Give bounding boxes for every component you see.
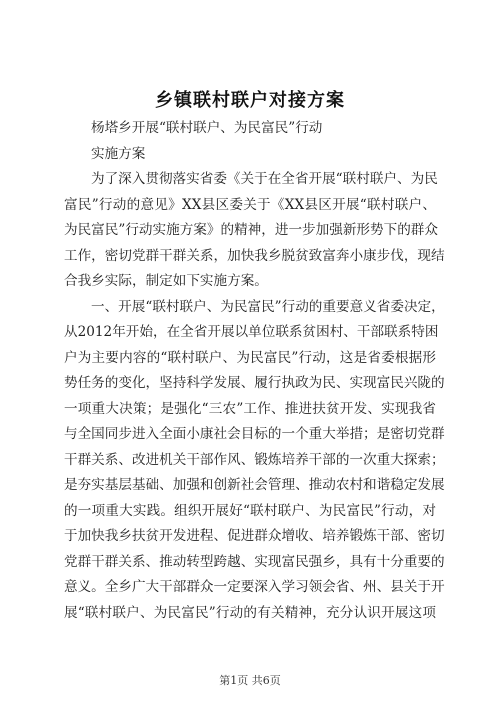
paragraph-line: 意义。全乡广大干部群众一定要深入学习领会省、州、县关于开 <box>64 579 445 595</box>
paragraph-line: 于加快我乡扶贫开发进程、促进群众增收、培养锻炼干部、密切 <box>64 528 445 544</box>
page-footer: 第1页 共6页 <box>219 674 281 687</box>
document-title: 乡镇联村联户对接方案 <box>155 90 345 111</box>
paragraph-line: 为民富民”行动实施方案》的精神，进一步加强新形势下的群众 <box>64 222 438 238</box>
paragraph-line: 一、开展“联村联户、为民富民”行动的重要意义省委决定， <box>91 298 445 315</box>
paragraph-line: 与全国同步进入全面小康社会目标的一个重大举措；是密切党群 <box>64 426 445 442</box>
paragraph-line: 党群干群关系、推动转型跨越、实现富民强乡，具有十分重要的 <box>64 553 445 570</box>
paragraph-line: 户为主要内容的“联村联户、为民富民”行动，这是省委根据形 <box>64 349 436 366</box>
paragraph-line: 干群关系、改进机关干部作风、锻炼培养干部的一次重大探索； <box>64 451 445 468</box>
paragraph-line: 从2012年开始，在全省开展以单位联系贫困村、干部联系特困 <box>64 324 439 340</box>
paragraph-line: 合我乡实际，制定如下实施方案。 <box>64 273 268 289</box>
paragraph-line: 富民”行动的意见》XX县区委关于《XX县区开展“联村联户、 <box>64 196 436 213</box>
paragraph-line: 是夯实基层基础、加强和创新社会管理、推动农村和谐稳定发展 <box>64 477 445 493</box>
paragraph-line: 势任务的变化，坚持科学发展、履行执政为民、实现富民兴陇的 <box>64 375 445 391</box>
paragraph-line: 为了深入贯彻落实省委《关于在全省开展“联村联户、为民 <box>91 171 438 187</box>
paragraph-line: 一项重大决策；是强化“三农”工作、推进扶贫开发、实现我省 <box>64 400 436 417</box>
document-body <box>64 116 445 626</box>
paragraph-line: 的一项重大实践。组织开展好“联村联户、为民富民”行动，对 <box>64 502 436 519</box>
paragraph-line: 展“联村联户、为民富民”行动的有关精神，充分认识开展这项 <box>64 604 436 621</box>
paragraph-line: 工作，密切党群干群关系，加快我乡脱贫致富奔小康步伐，现结 <box>64 247 445 264</box>
subtitle-line: 实施方案 <box>91 145 146 162</box>
subtitle-line: 杨塔乡开展“联村联户、为民富民”行动 <box>91 120 323 136</box>
